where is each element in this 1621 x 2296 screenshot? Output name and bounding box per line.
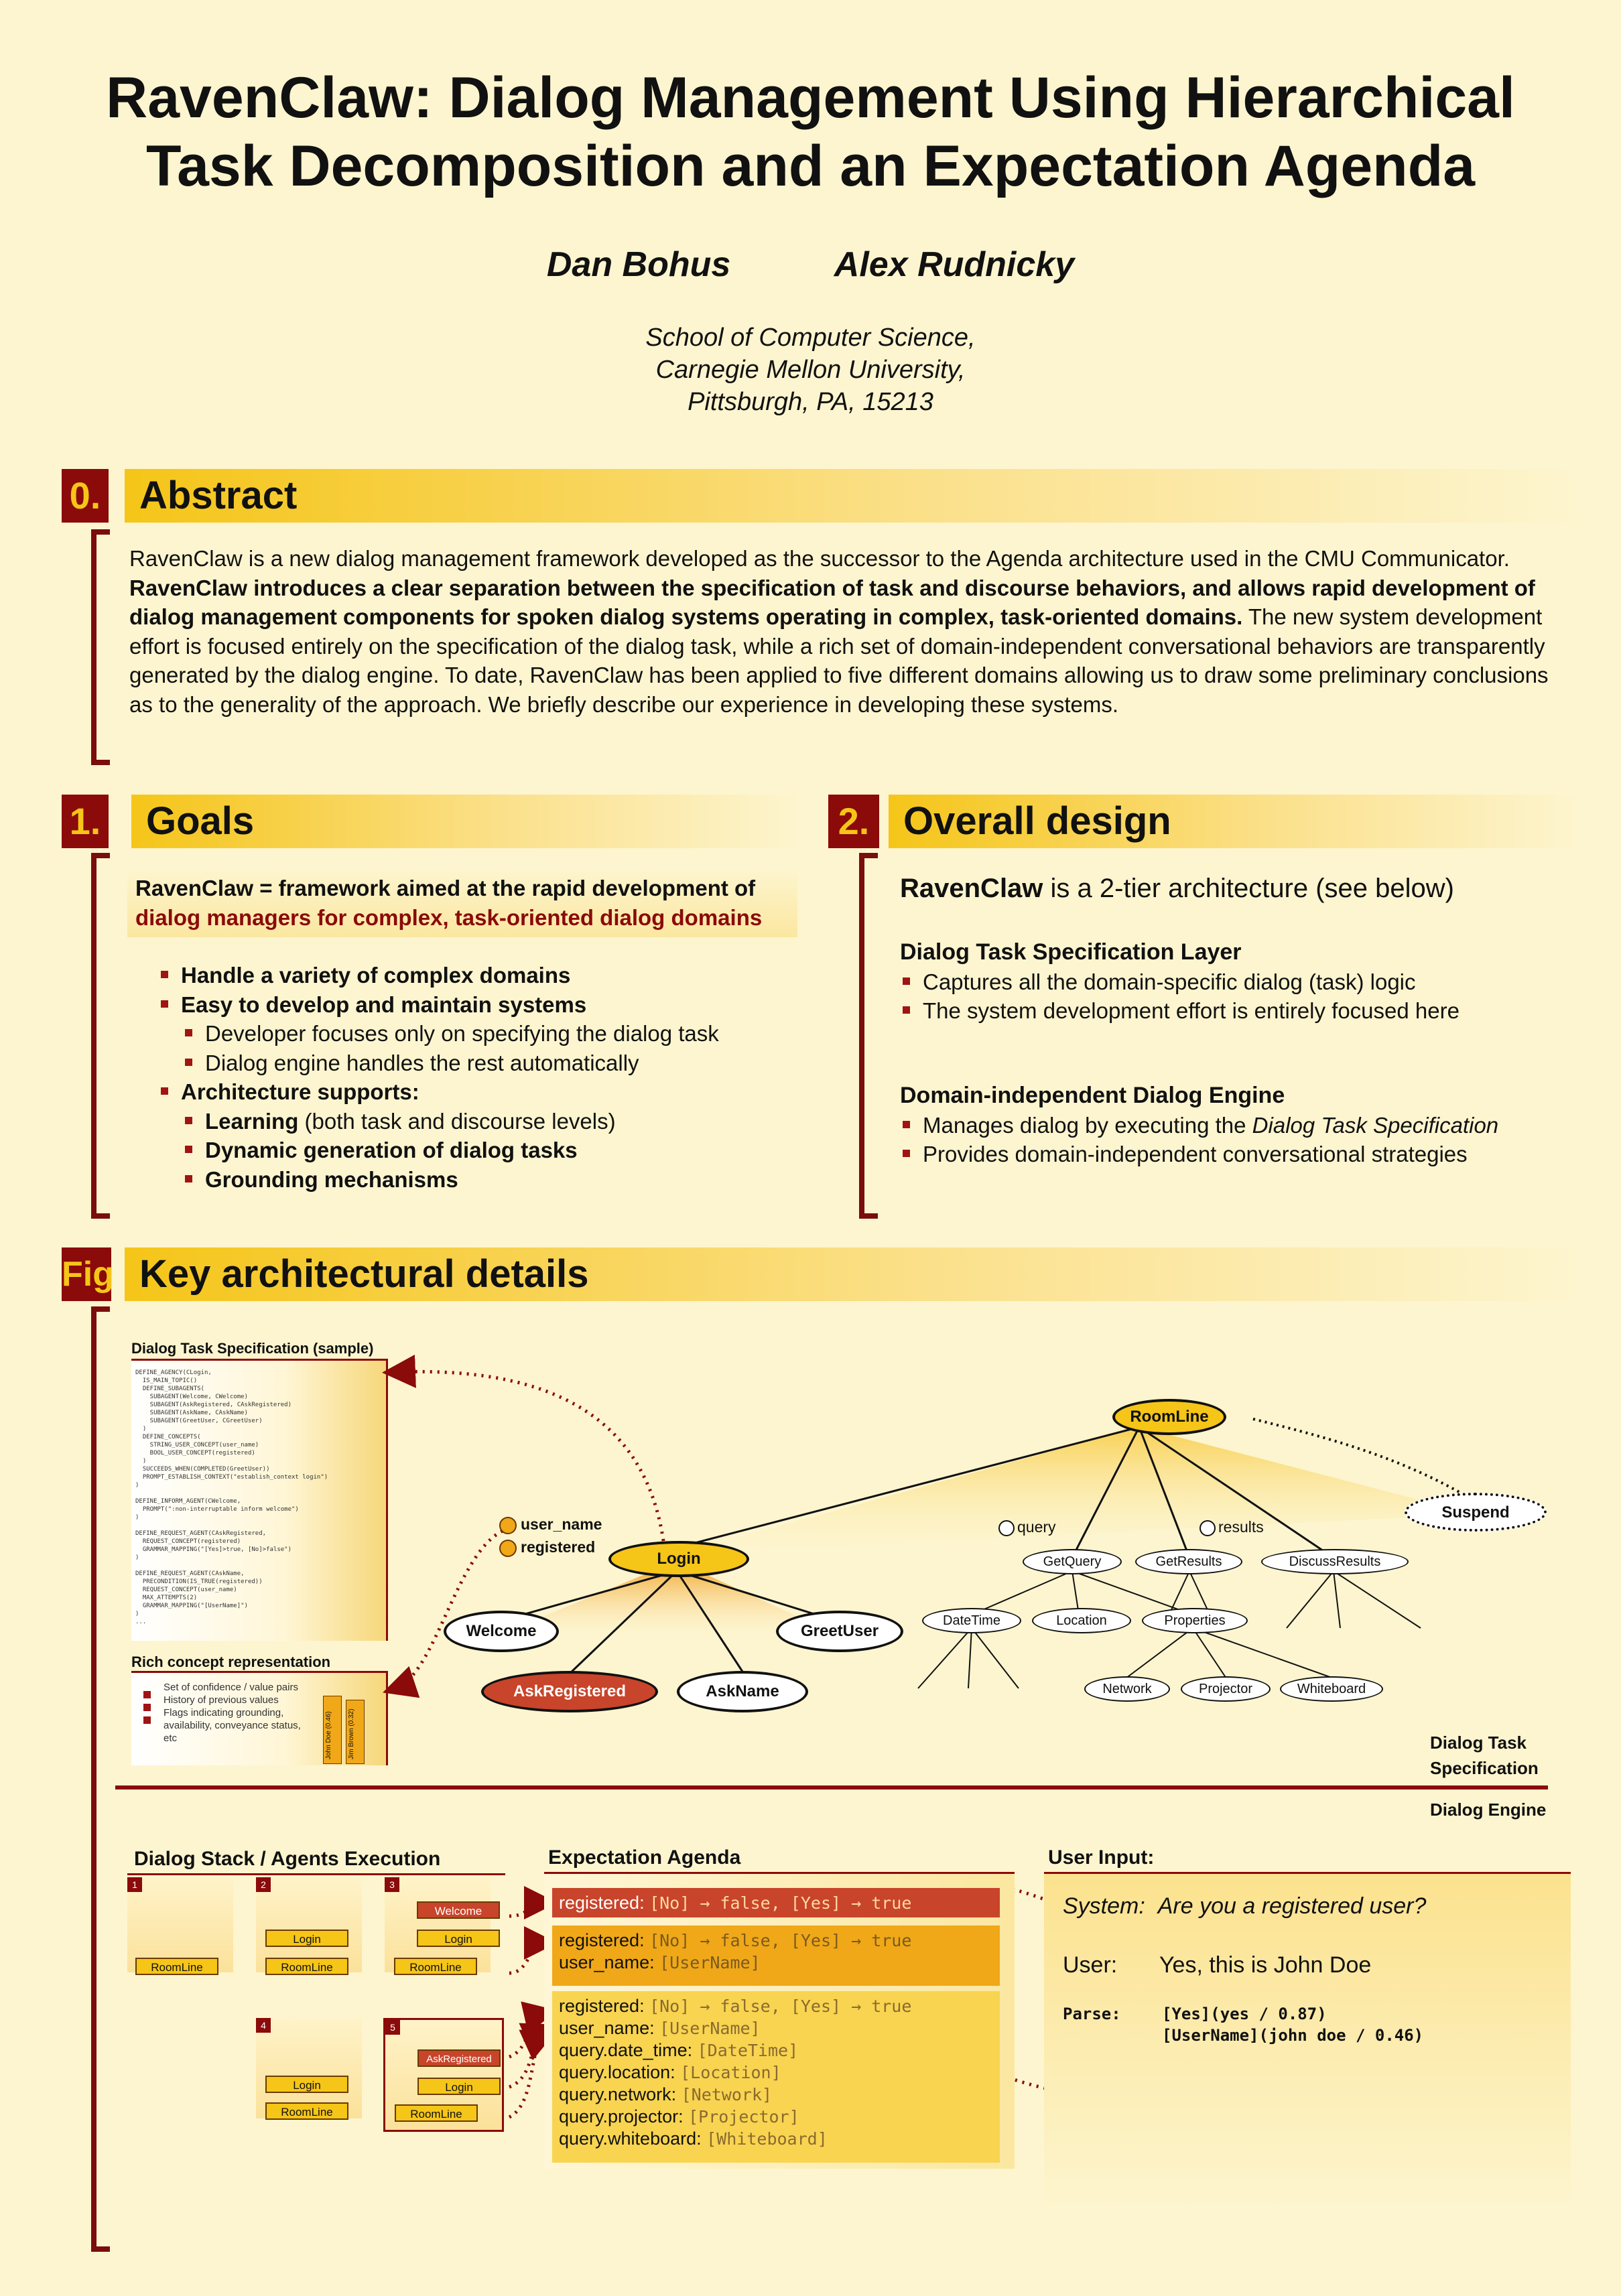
stack-number: 2 [256,1877,271,1892]
agenda-grammar: [No] → false, [Yes] → true [649,1931,912,1950]
abstract-text-1: RavenClaw is a new dialog management framework developed as the successor to the Agenda architecture used in the CMU Communicator. [129,546,1510,571]
concept-item: Flags indicating grounding, availability, conveyance status, etc [141,1706,315,1745]
design-item-italic: Dialog Task Specification [1252,1112,1499,1138]
spec-code: DEFINE_AGENCY(CLogin, IS_MAIN_TOPIC() DEFINE_SUBAGENTS( SUBAGENT(Welcome, CWelcome) SUBAGENT(AskRegistered, CAskRegistered) SUBAGENT(AskName, CAskName) SUBAGENT(GreetUser, CGreetUser) ) DEFINE_CONCEPTS( STRING_USER_CONCEPT(user_name) BOOL_USER_CONCEPT(registered) ) SUCCEEDS_WHEN(COMPLETED(GreetUser)) PROMPT_ESTABLISH_CONTEXT("establish_context login") ) DEFINE_INFORM_AGENT(CWelcome, PROMPT(":non-interruptable inform welcome") ) DEFINE_REQUEST_AGENT(CAskRegistered, REQUEST_CONCEPT(registered) GRAMMAR_MAPPING("[Yes]>true, [No]>false") ) DEFINE_REQUEST_AGENT(CAskName, PRECONDITION(IS_TRUE(registered)) REQUEST_CONCEPT(user_name) MAX_ATTEMPTS(2) GRAMMAR_MAPPING("[UserName]") ) ... [135,1369,328,1625]
section-heading-abstract: Abstract [125,469,1579,523]
author-2: Alex Rudnicky [834,245,1075,284]
design-item: The system development effort is entirely focused here [900,996,1590,1026]
stack-agent-roomline: RoomLine [265,2102,348,2120]
agenda-level-1 [552,1888,1000,1917]
title-line-2: Task Decomposition and an Expectation Agenda [145,134,1476,198]
stack-title: Dialog Stack / Agents Execution [134,1848,441,1870]
stack-agent-welcome: Welcome [417,1901,500,1919]
agenda-line [559,2106,993,2128]
concept-dot [1199,1520,1216,1536]
title-line-1: RavenClaw: Dialog Management Using Hierarchical [106,66,1515,130]
stack-frame-4 [256,2018,362,2118]
goal-item: Handle a variety of complex domains [158,961,801,990]
agenda-grammar: [No] → false, [Yes] → true [649,1997,912,2016]
user-label: User: [1063,1952,1118,1978]
stack-frame-2 [256,1877,362,1972]
stack-agent-askregistered: AskRegistered [417,2049,501,2067]
tree-node-greetuser: GreetUser [776,1611,903,1652]
section-number: 1. [62,795,109,848]
spec-title: Dialog Task Specification (sample) [131,1340,374,1357]
concept-dot [499,1517,517,1534]
agenda-line [559,1930,993,1952]
system-label: System: [1063,1893,1145,1919]
stack-number: 5 [385,2020,400,2035]
design-item: Captures all the domain-specific dialog (task) logic [900,967,1590,997]
concept-label: registered [521,1538,596,1556]
agenda-concept: query.projector: [559,2106,689,2126]
tree-node-network: Network [1084,1676,1170,1702]
layer-label-task: Dialog Task Specification [1430,1733,1539,1778]
design-sub2: Domain-independent Dialog Engine [900,1083,1285,1108]
goal-item: Easy to develop and maintain systems [158,990,801,1020]
concept-bar-label: John Doe (0.46) [325,1711,332,1759]
section-number: 0. [62,469,109,523]
stack-number: 1 [127,1877,142,1892]
tree-node-getresults: GetResults [1135,1549,1242,1574]
agenda-line [559,1995,993,2017]
goals-lead-a: RavenClaw = framework aimed at the rapid development of [135,876,756,900]
abstract-text-2: The new system development effort is focused entirely on the specification of the dialog task, while a rich set of domain-independent conversational behaviors are transparently generated by the dialog engine. To date, RavenClaw has been applied to five different domains allowing us to draw some preliminary conclusions as to the generality of the approach. We briefly describe our experience in developing these systems. [129,604,1549,717]
layer-label-engine: Dialog Engine [1430,1800,1547,1820]
stack-agent-roomline: RoomLine [394,1958,477,1975]
agenda-grammar: [Projector] [688,2107,799,2126]
concept-query [998,1518,1056,1536]
tree-node-suspend: Suspend [1405,1493,1547,1532]
concept-label: results [1218,1518,1264,1536]
agenda-line [559,1952,993,1974]
design-item: Provides domain-independent conversational strategies [900,1140,1590,1169]
agenda-concept: query.location: [559,2062,681,2082]
design-item-pre: Manages dialog by executing the [923,1112,1252,1138]
agenda-grammar: [Location] [680,2063,781,2082]
agenda-grammar: [DateTime] [697,2041,799,2060]
agenda-concept: registered: [559,1930,650,1950]
agenda-concept: query.network: [559,2084,682,2104]
parse-block [1063,2003,1423,2046]
roomline-fan [677,1427,1474,1554]
tree-node-whiteboard: Whiteboard [1280,1676,1383,1702]
tree-node-datetime: DateTime [922,1608,1021,1633]
stack-agent-login: Login [417,2078,501,2095]
system-line [1063,1893,1426,1919]
agenda-grammar: [UserName] [659,1953,761,1972]
stack-frame-1 [127,1877,233,1972]
tree-node-projector: Projector [1181,1676,1271,1702]
agenda-concept: registered: [559,1893,650,1913]
agenda-line [559,2128,993,2150]
tree-node-welcome: Welcome [444,1611,559,1652]
parse-slot: [UserName](john doe / 0.46) [1162,2026,1424,2045]
goal-learning: Learning [205,1108,299,1134]
tree-node-getquery: GetQuery [1023,1549,1122,1574]
goal-subitem: Dialog engine handles the rest automatically [182,1049,801,1078]
affiliation-line: Pittsburgh, PA, 15213 [688,388,933,416]
design-lead-rest: is a 2-tier architecture (see below) [1043,874,1454,903]
agenda-line [559,2084,993,2106]
agenda-line [559,2017,993,2039]
tree-node-askregistered: AskRegistered [481,1671,658,1712]
agenda-concept: registered: [559,1996,650,2016]
goals-lead-b: dialog managers for complex, task-oriented dialog domains [135,904,763,930]
stack-number: 4 [256,2018,271,2033]
design-lead-bold: RavenClaw [900,874,1043,903]
concept-item: Set of confidence / value pairs [141,1681,315,1694]
goal-subitem: Dynamic generation of dialog tasks [182,1136,801,1165]
parse-line [1063,2025,1423,2046]
concept-results [1199,1518,1264,1536]
stack-agent-roomline: RoomLine [395,2104,478,2122]
goal-subitem: Grounding mechanisms [182,1165,801,1195]
goal-item: Architecture supports: [158,1077,801,1107]
affiliation-line: Carnegie Mellon University, [655,356,966,384]
parse-line [1063,2003,1423,2025]
design-sub1: Dialog Task Specification Layer [900,939,1242,965]
stack-frame-5 [383,2018,504,2132]
user-text: Yes, this is John Doe [1159,1952,1372,1978]
section-heading-goals: Goals [131,795,801,848]
input-title: User Input: [1048,1846,1155,1869]
stack-agent-roomline: RoomLine [265,1958,348,1975]
concept-label: user_name [521,1515,602,1533]
agenda-line [559,2039,993,2062]
concept-dot [499,1540,517,1557]
concept-title: Rich concept representation [131,1653,331,1670]
agenda-grammar: [Whiteboard] [706,2129,828,2149]
tree-node-roomline: RoomLine [1112,1399,1226,1435]
agenda-concept: query.whiteboard: [559,2129,707,2149]
agenda-level-3 [552,1991,1000,2163]
system-text: Are you a registered user? [1157,1893,1427,1919]
parse-slot: [Yes](yes / 0.87) [1162,2005,1327,2023]
stack-number: 3 [385,1877,399,1892]
stack-agent-login: Login [265,1930,348,1947]
goal-learning-rest: (both task and discourse levels) [298,1108,616,1134]
agenda-level-2 [552,1926,1000,1986]
agenda-concept: user_name: [559,1952,660,1972]
parse-label: Parse: [1063,2005,1121,2023]
concept-user-name [499,1515,602,1534]
goal-subitem: Developer focuses only on specifying the dialog task [182,1019,801,1049]
stack-agent-roomline: RoomLine [135,1958,218,1975]
stack-agent-login: Login [417,1930,500,1947]
user-line [1063,1952,1371,1978]
concept-label: query [1017,1518,1056,1536]
tree-node-login: Login [608,1541,749,1577]
agenda-concept: query.date_time: [559,2040,698,2060]
section-number: Fig [62,1247,111,1301]
section-heading-design: Overall design [889,795,1579,848]
section-number: 2. [828,795,879,848]
concept-item: History of previous values [141,1694,315,1706]
stack-rule [127,1873,505,1875]
concept-registered [499,1538,595,1557]
concept-bar-label: Jim Brown (0.32) [348,1708,355,1759]
concept-dot [998,1520,1015,1536]
tree-node-discussresults: DiscussResults [1261,1549,1409,1574]
agenda-line [559,2062,993,2084]
agenda-concept: user_name: [559,2018,660,2038]
affiliation-line: School of Computer Science, [645,324,976,352]
tree-node-location: Location [1032,1608,1131,1633]
agenda-grammar: [No] → false, [Yes] → true [649,1893,912,1913]
abstract-bold: RavenClaw introduces a clear separation between the specification of task and discourse behaviors, and allows rapid development of dialog management components for spoken dialog systems operating in complex, task-oriented domains. [129,575,1535,629]
agenda-grammar: [UserName] [659,2019,761,2038]
stack-frame-3 [385,1877,491,1972]
tree-node-properties: Properties [1142,1608,1248,1633]
author-1: Dan Bohus [546,245,731,284]
agenda-grammar: [Network] [681,2085,773,2104]
section-heading-fig: Key architectural details [125,1247,1579,1301]
tree-node-askname: AskName [677,1671,808,1712]
agenda-title: Expectation Agenda [548,1846,741,1869]
stack-agent-login: Login [265,2076,348,2093]
